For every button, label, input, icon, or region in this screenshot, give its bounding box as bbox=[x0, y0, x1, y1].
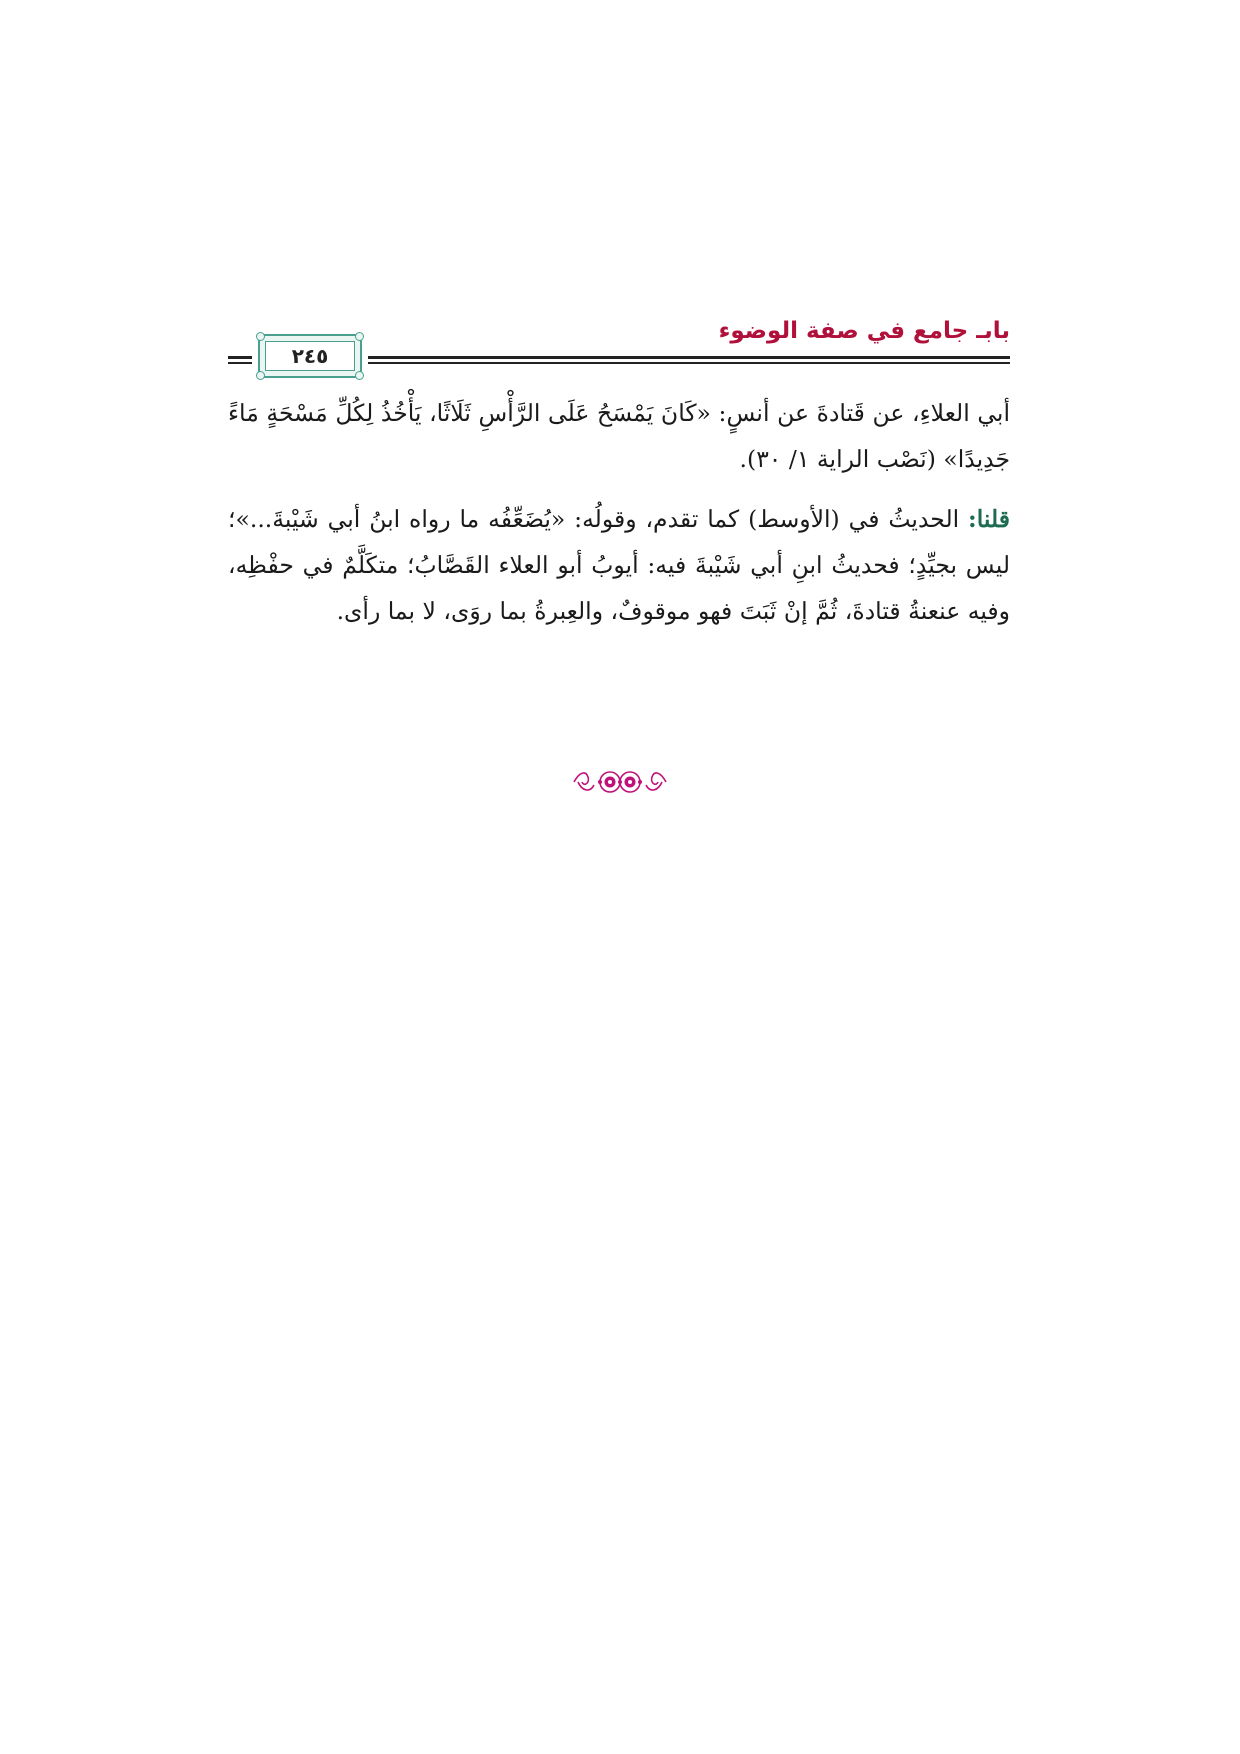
frame-corner-icon bbox=[355, 332, 364, 341]
header-rule bbox=[368, 356, 1010, 364]
paragraph bbox=[228, 496, 1010, 634]
body-text bbox=[228, 390, 1010, 634]
page-number: ٢٤٥ bbox=[291, 344, 329, 368]
floral-ornament-icon bbox=[570, 765, 670, 799]
page-header bbox=[228, 312, 1010, 382]
paragraph-text: الحديثُ في (الأوسط) كما تقدم، وقولُه: «يُضَعِّفُه ما رواه ابنُ أبي شَيْبةَ...»؛ ليس بجيِّدٍ؛ فحديثُ ابنِ أبي شَيْبةَ فيه: أيوبُ أبو العلاء القَصَّابُ؛ متكَلَّمٌ في حفْظِه، وفيه عنعنةُ قتادةَ، ثُمَّ إنْ ثَبَتَ فهو موقوفٌ، والعِبرةُ بما روَى، لا بما رأى. bbox=[228, 505, 1010, 625]
chapter-title: بابـ جامع في صفة الوضوء bbox=[718, 318, 1010, 344]
frame-corner-icon bbox=[256, 332, 265, 341]
frame-corner-icon bbox=[355, 371, 364, 380]
paragraph: أبي العلاءِ، عن قَتادةَ عن أنسٍ: «كَانَ يَمْسَحُ عَلَى الرَّأْسِ ثَلَاثًا، يَأْخُذُ لِكُلِّ مَسْحَةٍ مَاءً جَدِيدًا» (نَصْب الراية ١/ ٣٠). bbox=[228, 399, 1010, 473]
frame-corner-icon bbox=[256, 371, 265, 380]
header-rule-left bbox=[228, 356, 252, 364]
page-number-frame bbox=[258, 334, 362, 378]
paragraph-lead-word: قلنا: bbox=[968, 505, 1010, 533]
